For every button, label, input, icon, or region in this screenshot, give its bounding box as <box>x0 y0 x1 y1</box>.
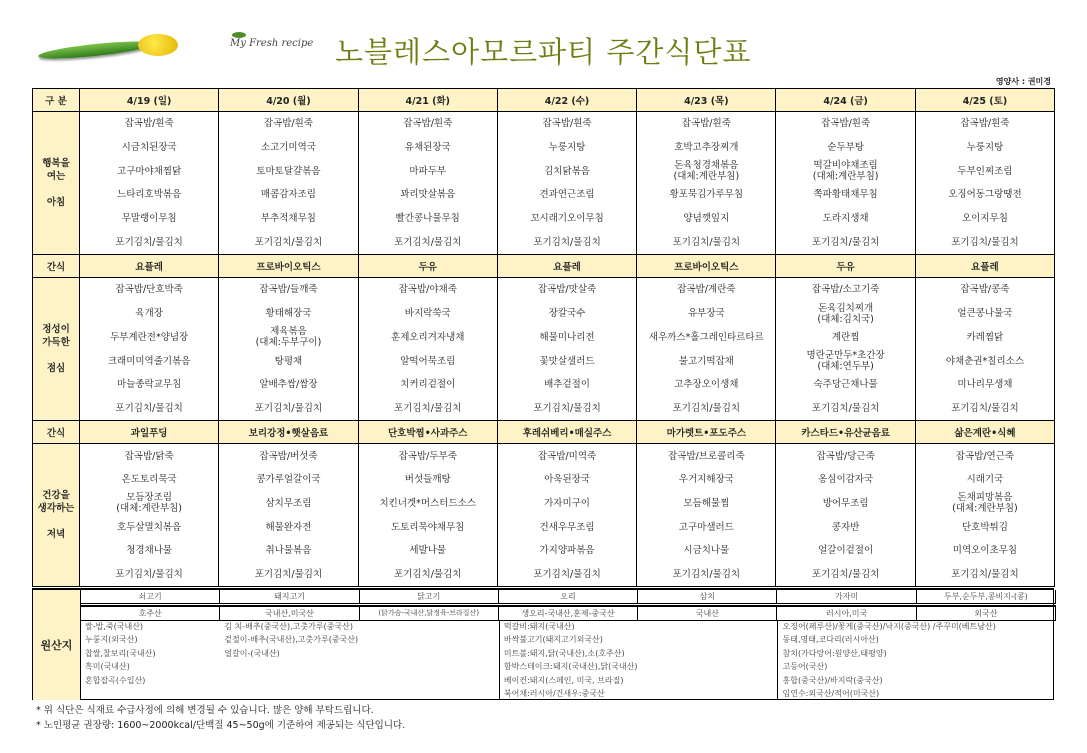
day-header: 4/24 (금) <box>776 89 915 112</box>
menu-item: 치커리겉절이 <box>400 379 456 391</box>
menu-item: 미나리무생채 <box>957 379 1013 391</box>
lunch-row <box>33 278 1055 421</box>
snack-label: 간식 <box>33 255 80 278</box>
menu-item: 오이지무침 <box>961 213 1008 225</box>
origin-item: 돼지고기 <box>220 590 359 603</box>
menu-item: 마늘종락교무침 <box>117 379 182 391</box>
snack-cell: 후레쉬베리•매실주스 <box>497 421 636 444</box>
menu-item: 느타리호박볶음 <box>117 189 182 201</box>
origin-entry: 임연수:외국산/적어(미국산) <box>782 688 880 698</box>
menu-item: 방어무조림 <box>822 497 869 509</box>
menu-item: 콩가루얼갈이국 <box>256 474 321 486</box>
menu-item: 쪽파황태채무침 <box>813 189 878 201</box>
snack-label: 간식 <box>33 421 80 444</box>
origin-entry: 북어채:러시아/건새우:중국산 <box>503 688 605 698</box>
menu-item: 잡곡밥/맛살죽 <box>537 284 597 296</box>
menu-item: 잡곡밥/야채죽 <box>398 284 457 296</box>
snack-cell: 보리강정•햇살음료 <box>219 421 358 444</box>
origin-source: 외국산 <box>917 607 1056 620</box>
lunch-cell <box>915 278 1054 421</box>
menu-item: 세발나물 <box>409 545 447 557</box>
brand-tagline: My Fresh recipe <box>230 38 313 49</box>
menu-item: 포기김치/물김치 <box>115 236 183 248</box>
menu-item: 탕평채 <box>274 355 303 367</box>
breakfast-cell <box>497 112 636 255</box>
menu-item: 부추적채무침 <box>260 213 316 225</box>
snack-cell: 삶은계란•식혜 <box>915 421 1054 444</box>
snack-cell: 과일푸딩 <box>80 421 219 444</box>
menu-item: 잡곡밥/흰죽 <box>403 118 453 130</box>
origin-sources-row <box>81 605 1056 621</box>
dinner-label: 건강을 생각하는 저녁 <box>33 444 80 587</box>
day-header: 4/21 (화) <box>358 89 497 112</box>
menu-item: 잡곡밥/흰죽 <box>124 118 174 130</box>
menu-item: 얼갈이겉절이 <box>818 545 874 557</box>
menu-item: 포기김치/물김치 <box>811 402 880 414</box>
origin-item: 두부,순두부,콩비지-(콩) <box>917 590 1056 603</box>
nutritionist: 영양사 : 권미경 <box>995 77 1051 86</box>
menu-item: 콩자반 <box>831 521 860 533</box>
menu-item: 포기김치/물김치 <box>951 402 1019 414</box>
breakfast-cell <box>358 112 497 255</box>
menu-item: 포기김치/물김치 <box>533 569 601 581</box>
menu-item: 포기김치/물김치 <box>254 569 323 581</box>
menu-item: 호박고추장찌개 <box>674 142 739 154</box>
menu-item: 포기김치/물김치 <box>672 569 741 581</box>
origin-label: 원산지 <box>33 590 81 700</box>
lunch-cell <box>776 278 915 421</box>
menu-item: 잡곡밥/단호박죽 <box>115 284 183 296</box>
menu-item: 온도토리묵국 <box>121 474 177 486</box>
menu-item: 가자미구이 <box>544 497 590 509</box>
lunch-cell <box>219 278 358 421</box>
menu-item: 시래기국 <box>966 474 1004 486</box>
breakfast-cell <box>637 112 776 255</box>
menu-item: 새우까스*홀그레인타르타르 <box>648 331 764 343</box>
menu-item: 포기김치/물김치 <box>951 236 1019 248</box>
origin-entry: 혼합잡곡(수입산) <box>85 675 146 685</box>
origin-item: 쇠고기 <box>81 590 220 603</box>
menu-item: 모듬해물찜 <box>683 497 730 509</box>
origin-entry: 홍합(중국산)/바지락(중국산) <box>782 675 883 685</box>
origin-entry: 김 치-배추(중국산),고춧가루(중국산) <box>224 622 353 631</box>
breakfast-cell <box>776 112 915 255</box>
dinner-row <box>33 444 1055 587</box>
origin-list-column <box>777 620 1056 700</box>
menu-item: 바지락쑥국 <box>404 308 451 320</box>
snack-cell: 요플레 <box>80 255 219 278</box>
menu-item: 잡곡밥/흰죽 <box>960 118 1010 130</box>
menu-item: 단호박튀김 <box>961 521 1008 533</box>
day-header: 4/25 (토) <box>915 89 1054 112</box>
menu-item: 잡곡밥/미역죽 <box>537 450 597 462</box>
menu-item: 야채춘권*칠리소스 <box>945 355 1025 367</box>
origin-source: 러시아,미국 <box>777 607 916 620</box>
menu-item: 포기김치/물김치 <box>254 236 323 248</box>
origin-entry: 참치(가다랑어:원양산,태평양) <box>782 648 887 658</box>
menu-item: 우거지해장국 <box>678 474 734 486</box>
origin-list-column <box>81 620 220 700</box>
menu-item: 고추장오이생채 <box>674 379 739 391</box>
lunch-cell <box>80 278 219 421</box>
day-header: 4/20 (월) <box>219 89 358 112</box>
menu-item: 포기김치/물김치 <box>115 402 183 414</box>
origin-entry: 쌀-밥,죽(국내산) <box>85 622 144 631</box>
menu-item: 포기김치/물김치 <box>533 402 601 414</box>
menu-item: 옹심이감자국 <box>818 474 874 486</box>
snack-cell: 프로바이오틱스 <box>219 255 358 278</box>
menu-item: 잡곡밥/흰죽 <box>821 118 871 130</box>
snack-cell: 요플레 <box>915 255 1054 278</box>
origin-item: 오리 <box>499 590 638 603</box>
dinner-cell <box>776 444 915 587</box>
menu-item: 훈제오리겨자냉채 <box>391 331 465 343</box>
menu-item: 호두살멸치볶음 <box>117 521 182 533</box>
note: * 위 식단은 식재료 수급사정에 의해 변경될 수 있습니다. 많은 양해 부탁드립니다. <box>36 705 374 716</box>
menu-item: 누룽지탕 <box>966 142 1004 154</box>
menu-item: 꼬시래기오이무침 <box>530 213 604 225</box>
wheat-logo <box>38 34 188 64</box>
menu-item: 포기김치/물김치 <box>115 569 183 581</box>
origin-source: 생오리-국내산,훈제-중국산 <box>499 607 638 620</box>
menu-item: 황태해장국 <box>265 308 312 320</box>
origin-source: 호주산 <box>81 607 220 620</box>
origin-list-column <box>220 620 499 700</box>
menu-item: 건새우무조림 <box>539 521 595 533</box>
origin-entry: 흑미(국내산) <box>85 662 130 672</box>
origin-entry: 누룽지(외국산) <box>85 635 138 645</box>
snack-cell: 요플레 <box>497 255 636 278</box>
menu-item: 잡곡밥/흰죽 <box>263 118 313 130</box>
breakfast-cell <box>80 112 219 255</box>
origin-entry: 미트볼:돼지,닭(국내산),소(호주산) <box>503 648 625 658</box>
origin-entry: 얼갈이-(국내산) <box>224 648 280 658</box>
menu-item: 잡곡밥/두부죽 <box>398 450 457 462</box>
snack_pm-row <box>33 421 1055 444</box>
menu-item: 고구마샐러드 <box>678 521 734 533</box>
menu-item: 얼큰콩나물국 <box>957 308 1013 320</box>
menu-item: 포기김치/물김치 <box>254 402 323 414</box>
menu-item: 두부계란전*양념장 <box>110 331 189 343</box>
menu-item: 취나물볶음 <box>265 545 312 557</box>
origin-source: 국내산,미국산 <box>220 607 359 620</box>
menu-item: 견과연근조림 <box>539 189 595 201</box>
origin-entry: 동태,명태,코다리(러시아산) <box>782 635 879 645</box>
dinner-cell <box>637 444 776 587</box>
breakfast-cell <box>915 112 1054 255</box>
menu-item: 고구마야채찜닭 <box>117 165 182 177</box>
menu-item: 크래미미역줄기볶음 <box>107 355 191 367</box>
menu-item: 아욱된장국 <box>544 474 590 486</box>
origin-item: 닭고기 <box>360 590 499 603</box>
origin-entry: 찹쌀,찰보리(국내산) <box>85 648 156 658</box>
menu-item: 명란군만두*초간장 (대체:연두부) <box>806 350 885 373</box>
origin-entry: 바싹불고기(돼지고기외국산) <box>503 635 603 645</box>
menu-item: 장칼국수 <box>548 308 586 320</box>
menu-item: 포기김치/물김치 <box>811 569 880 581</box>
menu-item: 포기김치/물김치 <box>811 236 880 248</box>
menu-item: 무말랭이무침 <box>121 213 177 225</box>
menu-item: 버섯들깨탕 <box>404 474 451 486</box>
snack-cell: 단호박찜•사과주스 <box>358 421 497 444</box>
menu-item: 돈채피망볶음 (대체:계란부침) <box>952 492 1018 515</box>
page-title: 노블레스아모르파티 주간식단표 <box>335 35 752 69</box>
menu-item: 토마토달걀볶음 <box>256 165 321 177</box>
origin-source: (닭가슴-국내산,닭정육-브라질산) <box>360 607 499 620</box>
menu-item: 유채된장국 <box>404 142 451 154</box>
menu-item: 삼치무조림 <box>265 497 312 509</box>
menu-item: 소고기미역국 <box>260 142 316 154</box>
menu-item: 두부인찌조림 <box>957 165 1013 177</box>
menu-item: 포기김치/물김치 <box>672 402 741 414</box>
menu-item: 누룽지탕 <box>548 142 586 154</box>
menu-item: 시금치나물 <box>683 545 730 557</box>
dinner-cell <box>219 444 358 587</box>
menu-item: 시금치된장국 <box>121 142 177 154</box>
menu-item: 도라지생채 <box>822 213 869 225</box>
menu-item: 카레찜닭 <box>966 331 1004 343</box>
day-header: 4/22 (수) <box>497 89 636 112</box>
origin-entry: 떡갈비:돼지(국내산) <box>503 622 575 631</box>
lunch-label: 정성이 가득한 점심 <box>33 278 80 421</box>
dinner-cell <box>80 444 219 587</box>
menu-item: 잡곡밥/흰죽 <box>681 118 731 130</box>
day-header: 4/23 (목) <box>637 89 776 112</box>
origin-entry: 오징어(페루산)/꽃게(중국산)/낙지(중국산) /주꾸미(베트남산) <box>782 622 996 631</box>
note: * 노인평균 권장량: 1600~2000kcal/단백질 45~50g에 기준하여 제공되는 식단입니다. <box>36 720 406 731</box>
origin-list-column <box>499 620 778 700</box>
menu-item: 알떡어묵조림 <box>400 355 456 367</box>
menu-item: 잡곡밥/흰죽 <box>542 118 592 130</box>
origin-item: 가자미 <box>777 590 916 603</box>
day-header: 4/19 (일) <box>80 89 219 112</box>
menu-item: 포기김치/물김치 <box>951 569 1019 581</box>
day-header-row <box>33 89 1055 112</box>
menu-item: 오징어동그랑땡전 <box>948 189 1022 201</box>
menu-item: 빨간콩나물무침 <box>395 213 460 225</box>
origin-source: 국내산 <box>638 607 777 620</box>
menu-item: 잡곡밥/계란죽 <box>677 284 736 296</box>
lunch-cell <box>497 278 636 421</box>
menu-item: 돈육김치찌개 (대체:김치국) <box>817 302 874 325</box>
menu-item: 포기김치/물김치 <box>394 402 462 414</box>
menu-item: 가지양파볶음 <box>539 545 595 557</box>
menu-item: 양념깻잎지 <box>683 213 730 225</box>
dinner-cell <box>915 444 1054 587</box>
menu-item: 김치닭볶음 <box>544 165 590 177</box>
origin-entry: 베이컨:돼지(스페인, 미국, 브라질) <box>503 675 624 685</box>
breakfast-label: 행복을 여는 아침 <box>33 112 80 255</box>
lunch-cell <box>358 278 497 421</box>
lunch-cell <box>637 278 776 421</box>
menu-item: 순두부탕 <box>827 142 864 154</box>
menu-item: 꽈리맛살볶음 <box>400 189 456 201</box>
menu-item: 포기김치/물김치 <box>394 236 462 248</box>
origin-entry: 겉절이-배추(국내산),고춧가루(중국산) <box>224 635 359 645</box>
menu-item: 육개장 <box>135 308 163 320</box>
menu-item: 도토리묵야채무침 <box>391 521 465 533</box>
menu-item: 숙주당근채나물 <box>813 379 878 391</box>
menu-item: 잡곡밥/당근죽 <box>816 450 875 462</box>
menu-item: 떡갈비야채조림 (대체:계란부침) <box>812 160 879 183</box>
menu-item: 잡곡밥/소고기죽 <box>811 284 880 296</box>
menu-item: 청경채나물 <box>126 545 173 557</box>
menu-item: 황포묵김가루무침 <box>669 189 744 201</box>
menu-item: 꽃맛살샐러드 <box>539 355 595 367</box>
menu-item: 해물완자전 <box>265 521 312 533</box>
menu-item: 제육볶음 (대체:두부구이) <box>255 326 322 349</box>
dinner-cell <box>497 444 636 587</box>
menu-item: 잡곡밥/연근죽 <box>955 450 1015 462</box>
snack_am-row <box>33 255 1055 278</box>
menu-item: 잡곡밥/콩죽 <box>960 284 1010 296</box>
menu-item: 포기김치/물김치 <box>394 569 462 581</box>
snack-cell: 두유 <box>776 255 915 278</box>
menu-item: 잡곡밥/브로콜리죽 <box>668 450 745 462</box>
snack-cell: 프로바이오틱스 <box>637 255 776 278</box>
menu-item: 해물미나리전 <box>539 331 595 343</box>
weekly-menu-table <box>32 88 1055 587</box>
menu-item: 돈육청경채볶음 (대체:계란부침) <box>673 160 740 183</box>
snack-cell: 마가렛트•포도주스 <box>637 421 776 444</box>
menu-item: 잡곡밥/들깨죽 <box>259 284 318 296</box>
menu-item: 잡곡밥/닭죽 <box>124 450 174 462</box>
snack-cell: 카스타드•유산균음료 <box>776 421 915 444</box>
origin-item: 삼치 <box>638 590 777 603</box>
breakfast-cell <box>219 112 358 255</box>
origin-section <box>32 588 1054 700</box>
menu-item: 모듬장조림 (대체:계란부침) <box>116 492 182 515</box>
menu-item: 치킨너겟*머스터드소스 <box>379 497 476 509</box>
menu-item: 잡곡밥/버섯죽 <box>259 450 318 462</box>
menu-item: 불고기떡잡채 <box>678 355 734 367</box>
menu-item: 계란찜 <box>831 331 860 343</box>
origin-items-row <box>81 590 1056 604</box>
snack-cell: 두유 <box>358 255 497 278</box>
origin-entry: 함박스테이크:돼지(국내산),닭(국내산) <box>503 662 638 672</box>
menu-item: 미역오이초무침 <box>952 545 1018 557</box>
menu-item: 알배추쌈/쌈장 <box>259 379 318 391</box>
breakfast-row <box>33 112 1055 255</box>
notes <box>36 703 405 733</box>
corner-label: 구 분 <box>33 89 80 112</box>
menu-item: 배추겉절이 <box>544 379 590 391</box>
origin-entry: 고등어(국산) <box>782 662 828 672</box>
menu-item: 유부장국 <box>687 308 725 320</box>
menu-item: 포기김치/물김치 <box>672 236 741 248</box>
menu-item: 포기김치/물김치 <box>533 236 601 248</box>
menu-item: 마파두부 <box>409 165 447 177</box>
origin-lists <box>81 620 1056 700</box>
menu-item: 매콤감자조림 <box>260 189 316 201</box>
dinner-cell <box>358 444 497 587</box>
